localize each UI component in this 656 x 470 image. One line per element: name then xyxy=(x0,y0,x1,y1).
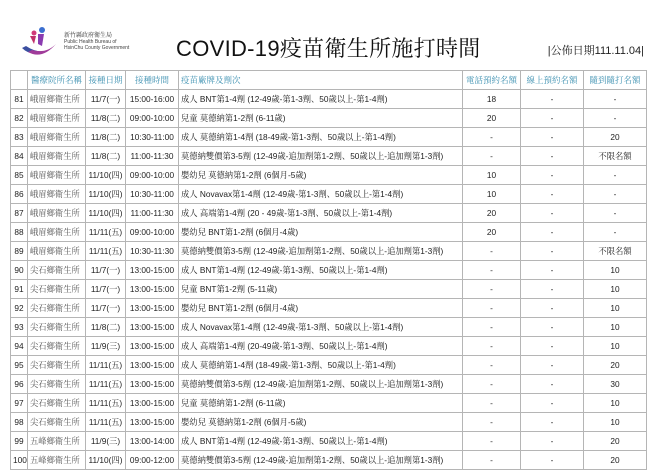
date-cell: 11/7(一) xyxy=(86,261,126,280)
date-cell: 11/11(五) xyxy=(86,375,126,394)
clinic-name-cell: 尖石鄉衛生所 xyxy=(28,299,86,318)
vaccine-cell: 成人 BNT第1-4劑 (12-49歲-第1-3劑、50歲以上-第1-4劑) xyxy=(179,90,463,109)
phone-quota-cell: - xyxy=(463,318,521,337)
time-cell: 15:00-16:00 xyxy=(126,90,179,109)
walkin-quota-cell: 20 xyxy=(584,432,647,451)
table-row xyxy=(11,204,647,223)
clinic-name-cell: 峨眉鄉衛生所 xyxy=(28,242,86,261)
clinic-name-cell: 五峰鄉衛生所 xyxy=(28,451,86,470)
logo-emblem-icon xyxy=(18,24,60,60)
date-cell: 11/7(一) xyxy=(86,90,126,109)
date-cell: 11/11(五) xyxy=(86,242,126,261)
walkin-quota-cell: 20 xyxy=(584,451,647,470)
table-row xyxy=(11,166,647,185)
phone-quota-cell: - xyxy=(463,242,521,261)
table-row xyxy=(11,451,647,470)
vaccine-cell: 嬰幼兒 BNT第1-2劑 (6個月-4歲) xyxy=(179,299,463,318)
date-cell: 11/9(三) xyxy=(86,432,126,451)
table-row xyxy=(11,394,647,413)
phone-quota-cell: - xyxy=(463,299,521,318)
vaccine-cell: 嬰幼兒 BNT第1-2劑 (6個月-4歲) xyxy=(179,223,463,242)
health-bureau-logo xyxy=(18,24,129,60)
table-row xyxy=(11,185,647,204)
online-quota-cell: - xyxy=(521,337,584,356)
time-cell: 13:00-15:00 xyxy=(126,318,179,337)
clinic-name-cell: 峨眉鄉衛生所 xyxy=(28,147,86,166)
date-cell: 11/11(五) xyxy=(86,356,126,375)
walkin-quota-cell: - xyxy=(584,166,647,185)
vaccine-cell: 兒童 莫德納第1-2劑 (6-11歲) xyxy=(179,394,463,413)
walkin-quota-cell: 10 xyxy=(584,337,647,356)
walkin-quota-cell: - xyxy=(584,109,647,128)
date-cell: 11/10(四) xyxy=(86,166,126,185)
time-cell: 13:00-15:00 xyxy=(126,299,179,318)
date-cell: 11/7(一) xyxy=(86,299,126,318)
time-cell: 13:00-15:00 xyxy=(126,337,179,356)
phone-quota-cell: 10 xyxy=(463,166,521,185)
phone-quota-cell: - xyxy=(463,337,521,356)
col-header-online-quota: 線上預約名額 xyxy=(521,71,584,90)
table-row xyxy=(11,147,647,166)
date-cell: 11/11(五) xyxy=(86,223,126,242)
walkin-quota-cell: 10 xyxy=(584,413,647,432)
clinic-name-cell: 峨眉鄉衛生所 xyxy=(28,223,86,242)
time-cell: 10:30-11:00 xyxy=(126,128,179,147)
date-cell: 11/8(二) xyxy=(86,128,126,147)
time-cell: 11:00-11:30 xyxy=(126,147,179,166)
phone-quota-cell: - xyxy=(463,356,521,375)
date-cell: 11/10(四) xyxy=(86,451,126,470)
online-quota-cell: - xyxy=(521,166,584,185)
row-index-cell: 81 xyxy=(11,90,28,109)
clinic-name-cell: 尖石鄉衛生所 xyxy=(28,261,86,280)
vaccine-cell: 莫德納雙價第3-5劑 (12-49歲-追加劑第1-2劑、50歲以上-追加劑第1-3劑) xyxy=(179,242,463,261)
walkin-quota-cell: 10 xyxy=(584,394,647,413)
time-cell: 13:00-15:00 xyxy=(126,394,179,413)
vaccination-schedule-table xyxy=(10,70,647,470)
time-cell: 13:00-15:00 xyxy=(126,280,179,299)
col-header-date: 接種日期 xyxy=(86,71,126,90)
walkin-quota-cell: - xyxy=(584,185,647,204)
phone-quota-cell: 20 xyxy=(463,204,521,223)
online-quota-cell: - xyxy=(521,90,584,109)
clinic-name-cell: 尖石鄉衛生所 xyxy=(28,280,86,299)
vaccine-cell: 莫德納雙價第3-5劑 (12-49歲-追加劑第1-2劑、50歲以上-追加劑第1-3劑) xyxy=(179,375,463,394)
row-index-cell: 91 xyxy=(11,280,28,299)
row-index-cell: 95 xyxy=(11,356,28,375)
row-index-cell: 99 xyxy=(11,432,28,451)
row-index-cell: 85 xyxy=(11,166,28,185)
page-title: COVID-19疫苗衛生所施打時間 xyxy=(176,36,481,61)
time-cell: 13:00-14:00 xyxy=(126,432,179,451)
online-quota-cell: - xyxy=(521,242,584,261)
time-cell: 09:00-10:00 xyxy=(126,223,179,242)
vaccine-cell: 兒童 莫德納第1-2劑 (6-11歲) xyxy=(179,109,463,128)
clinic-name-cell: 尖石鄉衛生所 xyxy=(28,413,86,432)
time-cell: 13:00-15:00 xyxy=(126,413,179,432)
row-index-cell: 86 xyxy=(11,185,28,204)
col-header-index xyxy=(11,71,28,90)
walkin-quota-cell: 20 xyxy=(584,356,647,375)
logo-english-line1: Public Health Bureau of xyxy=(64,39,117,45)
table-row xyxy=(11,432,647,451)
walkin-quota-cell: - xyxy=(584,204,647,223)
table-header-row xyxy=(11,71,647,90)
date-cell: 11/7(一) xyxy=(86,280,126,299)
clinic-name-cell: 五峰鄉衛生所 xyxy=(28,432,86,451)
date-cell: 11/8(二) xyxy=(86,318,126,337)
walkin-quota-cell: - xyxy=(584,90,647,109)
col-header-clinic: 醫療院所名稱 xyxy=(28,71,86,90)
online-quota-cell: - xyxy=(521,299,584,318)
vaccine-cell: 成人 Novavax第1-4劑 (12-49歲-第1-3劑、50歲以上-第1-4劑) xyxy=(179,318,463,337)
col-header-phone-quota: 電話預約名額 xyxy=(463,71,521,90)
table-row xyxy=(11,375,647,394)
phone-quota-cell: 10 xyxy=(463,185,521,204)
table-row xyxy=(11,128,647,147)
date-cell: 11/10(四) xyxy=(86,204,126,223)
col-header-time: 接種時間 xyxy=(126,71,179,90)
clinic-name-cell: 尖石鄉衛生所 xyxy=(28,394,86,413)
walkin-quota-cell: 10 xyxy=(584,318,647,337)
table-row xyxy=(11,337,647,356)
table-row xyxy=(11,280,647,299)
row-index-cell: 87 xyxy=(11,204,28,223)
table-row xyxy=(11,299,647,318)
table-row xyxy=(11,356,647,375)
phone-quota-cell: 20 xyxy=(463,223,521,242)
table-row xyxy=(11,109,647,128)
time-cell: 09:00-12:00 xyxy=(126,451,179,470)
publish-date: |公佈日期111.11.04| xyxy=(547,45,644,57)
date-cell: 11/9(三) xyxy=(86,337,126,356)
online-quota-cell: - xyxy=(521,223,584,242)
vaccine-cell: 成人 莫德納第1-4劑 (18-49歲-第1-3劑、50歲以上-第1-4劑) xyxy=(179,356,463,375)
date-cell: 11/11(五) xyxy=(86,413,126,432)
row-index-cell: 88 xyxy=(11,223,28,242)
online-quota-cell: - xyxy=(521,394,584,413)
table-row xyxy=(11,413,647,432)
online-quota-cell: - xyxy=(521,375,584,394)
date-cell: 11/10(四) xyxy=(86,185,126,204)
walkin-quota-cell: 10 xyxy=(584,280,647,299)
walkin-quota-cell: 10 xyxy=(584,261,647,280)
time-cell: 09:00-10:00 xyxy=(126,109,179,128)
col-header-walkin-quota: 隨到隨打名額 xyxy=(584,71,647,90)
online-quota-cell: - xyxy=(521,147,584,166)
table-row xyxy=(11,90,647,109)
walkin-quota-cell: - xyxy=(584,223,647,242)
clinic-name-cell: 峨眉鄉衛生所 xyxy=(28,204,86,223)
table-row xyxy=(11,242,647,261)
walkin-quota-cell: 不限名額 xyxy=(584,242,647,261)
row-index-cell: 93 xyxy=(11,318,28,337)
vaccine-cell: 成人 BNT第1-4劑 (12-49歲-第1-3劑、50歲以上-第1-4劑) xyxy=(179,432,463,451)
clinic-name-cell: 峨眉鄉衛生所 xyxy=(28,185,86,204)
row-index-cell: 89 xyxy=(11,242,28,261)
time-cell: 13:00-15:00 xyxy=(126,261,179,280)
vaccine-cell: 嬰幼兒 莫德納第1-2劑 (6個月-5歲) xyxy=(179,413,463,432)
phone-quota-cell: - xyxy=(463,280,521,299)
phone-quota-cell: - xyxy=(463,147,521,166)
time-cell: 10:30-11:00 xyxy=(126,185,179,204)
table-row xyxy=(11,223,647,242)
vaccine-cell: 莫德納雙價第3-5劑 (12-49歲-追加劑第1-2劑、50歲以上-追加劑第1-3劑) xyxy=(179,147,463,166)
date-cell: 11/8(二) xyxy=(86,109,126,128)
time-cell: 13:00-15:00 xyxy=(126,356,179,375)
walkin-quota-cell: 20 xyxy=(584,128,647,147)
phone-quota-cell: 20 xyxy=(463,109,521,128)
online-quota-cell: - xyxy=(521,280,584,299)
phone-quota-cell: - xyxy=(463,451,521,470)
row-index-cell: 97 xyxy=(11,394,28,413)
phone-quota-cell: 18 xyxy=(463,90,521,109)
date-cell: 11/11(五) xyxy=(86,394,126,413)
phone-quota-cell: - xyxy=(463,375,521,394)
row-index-cell: 96 xyxy=(11,375,28,394)
clinic-name-cell: 峨眉鄉衛生所 xyxy=(28,166,86,185)
vaccine-cell: 成人 莫德納第1-4劑 (18-49歲-第1-3劑、50歲以上-第1-4劑) xyxy=(179,128,463,147)
table-row xyxy=(11,261,647,280)
logo-chinese-name: 新竹縣政府衛生局 xyxy=(64,33,113,39)
clinic-name-cell: 峨眉鄉衛生所 xyxy=(28,90,86,109)
walkin-quota-cell: 不限名額 xyxy=(584,147,647,166)
online-quota-cell: - xyxy=(521,413,584,432)
clinic-name-cell: 尖石鄉衛生所 xyxy=(28,337,86,356)
row-index-cell: 82 xyxy=(11,109,28,128)
row-index-cell: 92 xyxy=(11,299,28,318)
online-quota-cell: - xyxy=(521,109,584,128)
walkin-quota-cell: 30 xyxy=(584,375,647,394)
time-cell: 09:00-10:00 xyxy=(126,166,179,185)
walkin-quota-cell: 10 xyxy=(584,299,647,318)
online-quota-cell: - xyxy=(521,356,584,375)
online-quota-cell: - xyxy=(521,128,584,147)
online-quota-cell: - xyxy=(521,261,584,280)
phone-quota-cell: - xyxy=(463,432,521,451)
clinic-name-cell: 尖石鄉衛生所 xyxy=(28,318,86,337)
vaccine-cell: 莫德納雙價第3-5劑 (12-49歲-追加劑第1-2劑、50歲以上-追加劑第1-3劑) xyxy=(179,451,463,470)
row-index-cell: 100 xyxy=(11,451,28,470)
row-index-cell: 83 xyxy=(11,128,28,147)
date-cell: 11/8(二) xyxy=(86,147,126,166)
phone-quota-cell: - xyxy=(463,261,521,280)
vaccine-cell: 兒童 BNT第1-2劑 (5-11歲) xyxy=(179,280,463,299)
time-cell: 13:00-15:00 xyxy=(126,375,179,394)
online-quota-cell: - xyxy=(521,451,584,470)
clinic-name-cell: 峨眉鄉衛生所 xyxy=(28,128,86,147)
phone-quota-cell: - xyxy=(463,394,521,413)
vaccine-cell: 成人 高端第1-4劑 (20-49歲-第1-3劑、50歲以上-第1-4劑) xyxy=(179,337,463,356)
online-quota-cell: - xyxy=(521,318,584,337)
row-index-cell: 84 xyxy=(11,147,28,166)
vaccine-cell: 成人 BNT第1-4劑 (12-49歲-第1-3劑、50歲以上-第1-4劑) xyxy=(179,261,463,280)
clinic-name-cell: 峨眉鄉衛生所 xyxy=(28,109,86,128)
phone-quota-cell: - xyxy=(463,413,521,432)
online-quota-cell: - xyxy=(521,432,584,451)
vaccine-cell: 成人 高端第1-4劑 (20 - 49歲-第1-3劑、50歲以上-第1-4劑) xyxy=(179,204,463,223)
vaccine-cell: 嬰幼兒 莫德納第1-2劑 (6個月-5歲) xyxy=(179,166,463,185)
table-row xyxy=(11,318,647,337)
col-header-vaccine: 疫苗廠牌及劑次 xyxy=(179,71,463,90)
time-cell: 11:00-11:30 xyxy=(126,204,179,223)
time-cell: 10:30-11:30 xyxy=(126,242,179,261)
clinic-name-cell: 尖石鄉衛生所 xyxy=(28,356,86,375)
vaccine-cell: 成人 Novavax第1-4劑 (12-49歲-第1-3劑、50歲以上-第1-4劑) xyxy=(179,185,463,204)
clinic-name-cell: 尖石鄉衛生所 xyxy=(28,375,86,394)
online-quota-cell: - xyxy=(521,204,584,223)
row-index-cell: 94 xyxy=(11,337,28,356)
online-quota-cell: - xyxy=(521,185,584,204)
phone-quota-cell: - xyxy=(463,128,521,147)
row-index-cell: 90 xyxy=(11,261,28,280)
row-index-cell: 98 xyxy=(11,413,28,432)
logo-english-line2: HsinChu County Government xyxy=(64,45,130,51)
